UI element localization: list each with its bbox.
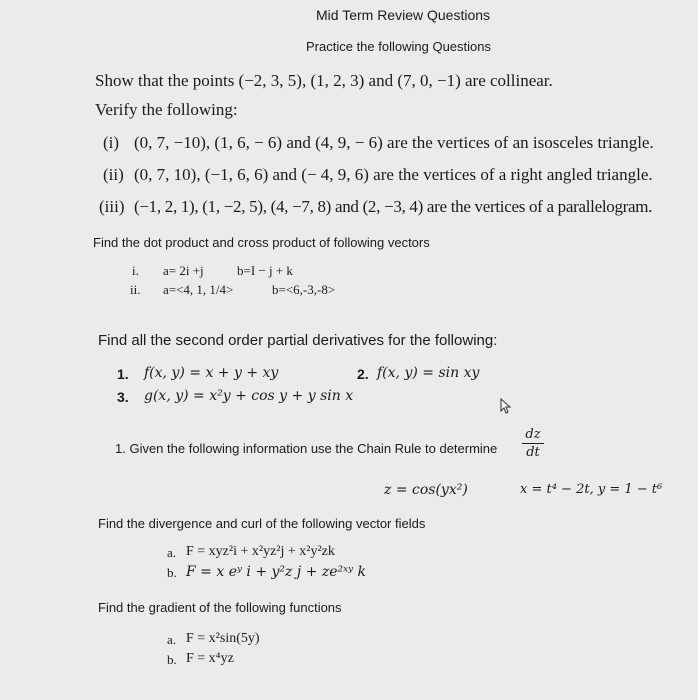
gradient-item-num: a. bbox=[167, 632, 177, 647]
partials-item-expr: f(x, y) = sin xy bbox=[377, 365, 480, 381]
document-subtitle: Practice the following Questions bbox=[306, 39, 491, 54]
partials-item-num: 1. bbox=[117, 366, 129, 382]
gradient-item-text: F = x²sin(5y) bbox=[186, 631, 260, 646]
verify-item-num: (ii) bbox=[103, 165, 124, 184]
partials-prompt: Find all the second order partial derivatives for the following: bbox=[98, 332, 498, 349]
gradient-item-num: b. bbox=[167, 652, 177, 667]
verify-item-text: (−1, 2, 1), (1, −2, 5), (4, −7, 8) and (2, −3, 4) are the vertices of a parallelogram. bbox=[134, 197, 653, 216]
vector-b: b=<6,-3,-8> bbox=[272, 282, 336, 297]
div-curl-item-text: F = xyz²i + x²yz²j + x²y²zk bbox=[186, 544, 335, 559]
chain-rule-prompt: 1. Given the following information use the Chain Rule to determine bbox=[115, 441, 498, 456]
mouse-pointer-icon bbox=[500, 398, 512, 419]
verify-item-text: (0, 7, −10), (1, 6, − 6) and (4, 9, − 6) are the vertices of an isosceles triangle. bbox=[134, 133, 654, 152]
collinear-prompt: Show that the points (−2, 3, 5), (1, 2, 3) and (7, 0, −1) are collinear. bbox=[95, 71, 553, 90]
document-title: Mid Term Review Questions bbox=[316, 7, 491, 23]
verify-item-text: (0, 7, 10), (−1, 6, 6) and (− 4, 9, 6) are the vertices of a right angled triangle. bbox=[134, 165, 653, 184]
partials-item-expr: g(x, y) = x²y + cos y + y sin x bbox=[144, 388, 354, 404]
vector-b: b=I − j + k bbox=[237, 263, 293, 278]
div-curl-item-num: b. bbox=[167, 565, 177, 580]
vector-a: a=<4, 1, 1/4> bbox=[163, 282, 234, 297]
partials-item-num: 2. bbox=[357, 366, 369, 382]
verify-item-num: (iii) bbox=[99, 197, 125, 216]
xy-equations: x = t⁴ − 2t, y = 1 − t⁶ bbox=[520, 482, 663, 497]
fraction-denominator: dt bbox=[526, 445, 540, 460]
fraction-numerator: dz bbox=[525, 427, 541, 442]
partials-item-num: 3. bbox=[117, 389, 129, 405]
gradient-prompt: Find the gradient of the following functions bbox=[98, 600, 342, 615]
verify-item-num: (i) bbox=[103, 133, 120, 152]
z-equation: z = cos(yx²) bbox=[384, 482, 468, 498]
dot-cross-prompt: Find the dot product and cross product of following vectors bbox=[93, 235, 430, 250]
vector-a: a= 2i +j bbox=[163, 263, 204, 278]
verify-heading: Verify the following: bbox=[95, 100, 238, 119]
vector-item-num: ii. bbox=[130, 282, 141, 297]
div-curl-item-num: a. bbox=[167, 545, 177, 560]
div-curl-item-text: F = x eʸ i + y²z j + ze²ˣʸ k bbox=[186, 564, 366, 580]
div-curl-prompt: Find the divergence and curl of the following vector fields bbox=[98, 516, 426, 531]
partials-item-expr: f(x, y) = x + y + xy bbox=[144, 365, 279, 381]
gradient-item-text: F = x⁴yz bbox=[186, 651, 234, 666]
fraction-bar bbox=[522, 443, 544, 444]
vector-item-num: i. bbox=[132, 263, 139, 278]
dz-dt-fraction bbox=[520, 427, 546, 460]
